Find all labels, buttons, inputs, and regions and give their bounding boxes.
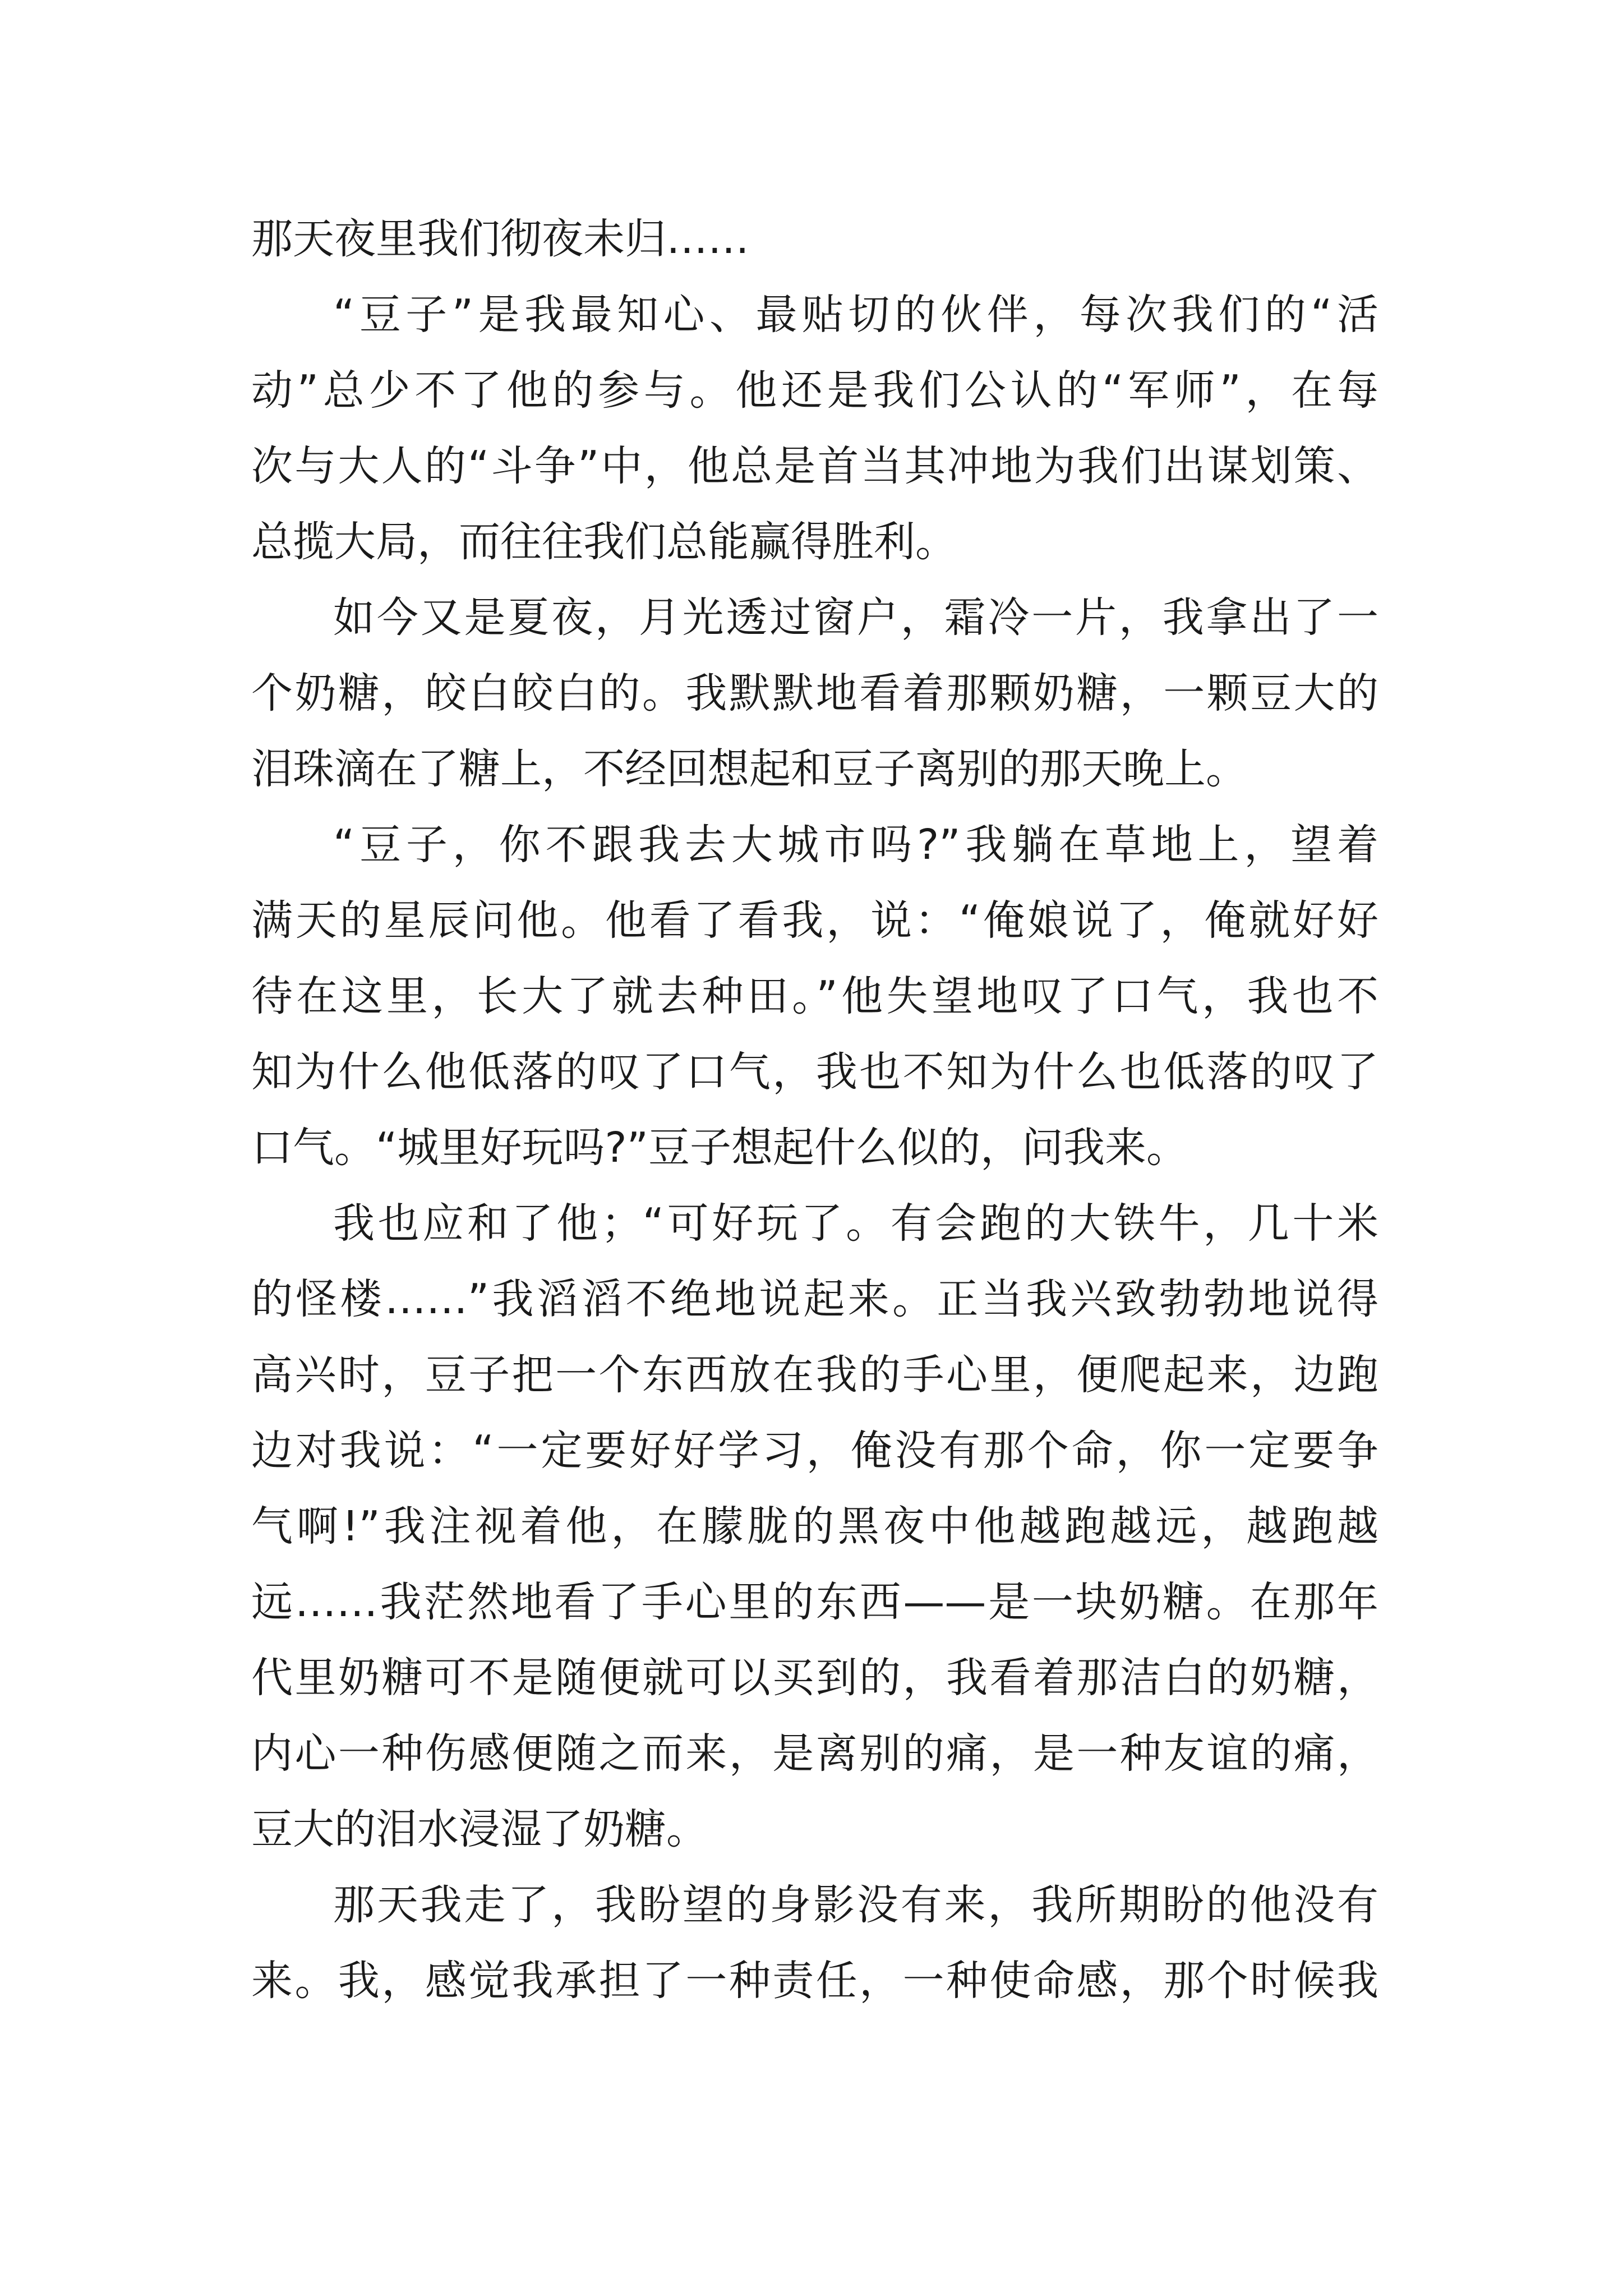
text-line: 泪珠滴在了糖上，不经回想起和豆子离别的那天晚上。: [251, 745, 1247, 793]
text-line: 个奶糖，皎白皎白的。我默默地看着那颗奶糖，一颗豆大的: [251, 669, 1378, 717]
text-line: 次与大人的“斗争”中，他总是首当其冲地为我们出谋划策、: [251, 442, 1378, 490]
text-line: 气啊!”我注视着他，在朦胧的黑夜中他越跑越远，越跑越: [251, 1502, 1378, 1550]
text-line: 满天的星辰问他。他看了看我，说：“俺娘说了，俺就好好: [251, 896, 1378, 945]
text-line: 边对我说：“一定要好好学习，俺没有那个命，你一定要争: [251, 1427, 1378, 1475]
text-line: 远……我茫然地看了手心里的东西——是一块奶糖。在那年: [251, 1578, 1378, 1626]
text-line: 豆大的泪水浸湿了奶糖。: [251, 1805, 708, 1853]
text-line: “豆子”是我最知心、最贴切的伙伴，每次我们的“活: [333, 291, 1378, 339]
text-line: 那天我走了，我盼望的身影没有来，我所期盼的他没有: [333, 1881, 1378, 1929]
text-line: 如今又是夏夜，月光透过窗户，霜冷一片，我拿出了一: [333, 593, 1378, 642]
text-line: 总揽大局，而往往我们总能赢得胜利。: [251, 518, 957, 566]
text-line: 代里奶糖可不是随便就可以买到的，我看着那洁白的奶糖，: [251, 1654, 1378, 1702]
text-line: 高兴时，豆子把一个东西放在我的手心里，便爬起来，边跑: [251, 1351, 1378, 1399]
text-line: “豆子，你不跟我去大城市吗?”我躺在草地上，望着: [333, 821, 1378, 869]
text-line: 待在这里，长大了就去种田。”他失望地叹了口气，我也不: [251, 972, 1378, 1020]
text-line: 的怪楼……”我滔滔不绝地说起来。正当我兴致勃勃地说得: [251, 1275, 1378, 1323]
text-line: 知为什么他低落的叹了口气，我也不知为什么也低落的叹了: [251, 1048, 1378, 1096]
text-line: 那天夜里我们彻夜未归……: [251, 215, 749, 263]
text-line: 动”总少不了他的参与。他还是我们公认的“军师”，在每: [251, 366, 1378, 415]
text-line: 我也应和了他；“可好玩了。有会跑的大铁牛，几十米: [333, 1199, 1378, 1248]
text-line: 内心一种伤感便随之而来，是离别的痛，是一种友谊的痛，: [251, 1729, 1378, 1778]
text-line: 来。我，感觉我承担了一种责任，一种使命感，那个时候我: [251, 1957, 1378, 2005]
text-line: 口气。“城里好玩吗?”豆子想起什么似的，问我来。: [251, 1124, 1188, 1172]
